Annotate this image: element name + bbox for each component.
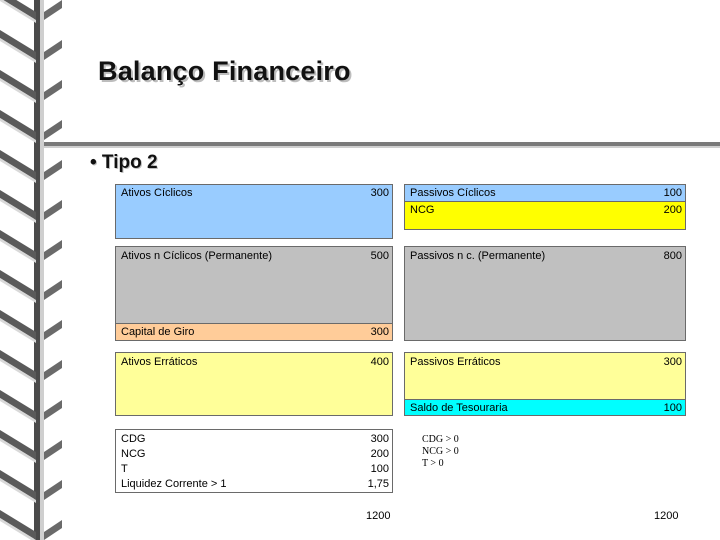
- capital-giro-label: Capital de Giro: [121, 326, 195, 338]
- ncg-box: [404, 201, 686, 230]
- ncg-value: 200: [663, 204, 682, 216]
- ativos-nao-ciclicos-box: [115, 246, 393, 324]
- passivos-nao-ciclicos-value: 800: [663, 250, 682, 262]
- liquidez-label: Liquidez Corrente > 1: [121, 478, 227, 490]
- indicators-box: [115, 429, 393, 493]
- passivos-ciclicos-value: 100: [663, 187, 682, 199]
- ativos-nao-ciclicos-value: 500: [370, 250, 389, 262]
- cdg-label: CDG: [121, 433, 146, 445]
- capital-giro-value: 300: [370, 326, 389, 338]
- left-total: 1200: [366, 510, 391, 522]
- condition-cdg: CDG > 0: [422, 434, 459, 445]
- title-divider: [44, 142, 720, 146]
- bullet-heading: • Tipo 2: [90, 152, 158, 173]
- saldo-tesouraria-label: Saldo de Tesouraria: [410, 402, 508, 414]
- zigzag-border-decoration: [0, 0, 80, 540]
- passivos-ciclicos-label: Passivos Cíclicos: [410, 187, 496, 199]
- condition-ncg: NCG > 0: [422, 446, 459, 457]
- passivos-nao-ciclicos-label: Passivos n c. (Permanente): [410, 250, 546, 262]
- conditions-list: [422, 434, 459, 470]
- page-title: Balanço Financeiro: [98, 56, 351, 86]
- saldo-tesouraria-value: 100: [663, 402, 682, 414]
- ativos-nao-ciclicos-label: Ativos n Cíclicos (Permanente): [121, 250, 272, 262]
- ativos-erraticos-box: [115, 352, 393, 416]
- passivos-erraticos-value: 300: [663, 356, 682, 368]
- ativos-erraticos-label: Ativos Erráticos: [121, 356, 198, 368]
- right-total: 1200: [654, 510, 679, 522]
- ativos-ciclicos-box: [115, 184, 393, 239]
- ativos-ciclicos-label: Ativos Cíclicos: [121, 187, 193, 199]
- ncg-label: NCG: [410, 204, 435, 216]
- liquidez-value: 1,75: [367, 478, 389, 490]
- passivos-ciclicos-box: [404, 184, 686, 202]
- t-label: T: [121, 463, 128, 475]
- t-value: 100: [370, 463, 389, 475]
- passivos-erraticos-label: Passivos Erráticos: [410, 356, 501, 368]
- ativos-erraticos-value: 400: [370, 356, 389, 368]
- passivos-nao-ciclicos-box: [404, 246, 686, 341]
- ncg-indicator-value: 200: [370, 448, 389, 460]
- ativos-ciclicos-value: 300: [370, 187, 389, 199]
- ncg-indicator-label: NCG: [121, 448, 146, 460]
- capital-giro-box: [115, 323, 393, 341]
- condition-t: T > 0: [422, 458, 444, 469]
- cdg-value: 300: [370, 433, 389, 445]
- passivos-erraticos-box: [404, 352, 686, 400]
- saldo-tesouraria-box: [404, 399, 686, 416]
